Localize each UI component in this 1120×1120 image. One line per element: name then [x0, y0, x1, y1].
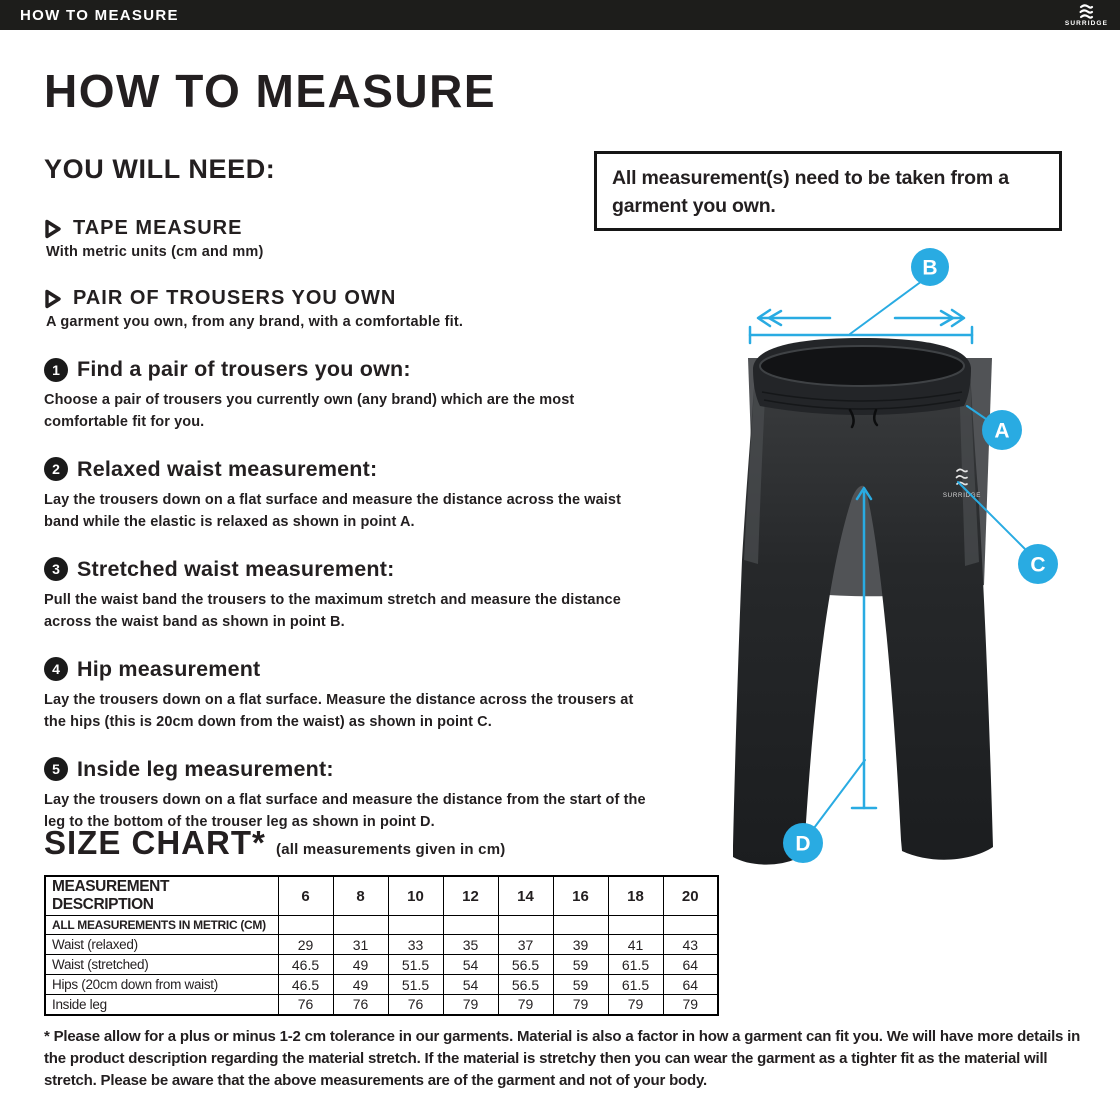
table-row-hips: [45, 975, 718, 995]
size-chart-section: [44, 824, 734, 1016]
measure-steps: [44, 357, 692, 834]
step-number-badge: 4: [44, 657, 68, 681]
table-cell: 61.5: [608, 955, 663, 975]
header-cell-size: 8: [333, 876, 388, 916]
row-label: Waist (relaxed): [45, 935, 278, 955]
table-cell: 37: [498, 935, 553, 955]
table-cell: 43: [663, 935, 718, 955]
need-item-subtitle: A garment you own, from any brand, with a comfortable fit.: [46, 314, 464, 330]
table-cell: [553, 916, 608, 935]
table-cell: 54: [443, 975, 498, 995]
trousers-diagram-image: [700, 240, 1120, 900]
need-item-title: PAIR OF TROUSERS YOU OWN: [73, 287, 397, 309]
triangle-bullet-icon: [44, 289, 62, 309]
need-item-trousers: [44, 287, 692, 330]
step-title: Relaxed waist measurement:: [77, 456, 378, 481]
header-cell-size: 6: [278, 876, 333, 916]
step-body: Lay the trousers down on a flat surface. Measure the distance across the trousers at the hips (this is 20cm down from the waist) as shown in point C.: [44, 691, 634, 731]
header-cell-size: 18: [608, 876, 663, 916]
measurement-note-box: [594, 151, 1062, 231]
step-2: [44, 457, 692, 534]
step-4: [44, 657, 692, 734]
table-cell: [443, 916, 498, 935]
table-cell: 51.5: [388, 955, 443, 975]
header-cell-size: 10: [388, 876, 443, 916]
stretch-arrow-left: [758, 310, 830, 326]
step-body: Lay the trousers down on a flat surface and measure the distance across the waist band while the elastic is relaxed as shown in point A.: [44, 491, 621, 531]
table-cell: [278, 916, 333, 935]
svg-text:B: B: [922, 256, 938, 280]
table-metric-row: [45, 916, 718, 935]
table-cell: [388, 916, 443, 935]
need-item-title: TAPE MEASURE: [73, 217, 243, 239]
size-chart-table: [44, 875, 719, 1016]
table-cell: 61.5: [608, 975, 663, 995]
size-chart-subtitle: (all measurements given in cm): [276, 841, 506, 858]
size-chart-heading: [44, 824, 734, 862]
table-cell: 35: [443, 935, 498, 955]
surridge-logo-icon: [1078, 4, 1095, 20]
step-number-badge: 2: [44, 457, 68, 481]
table-row-waist-relaxed: [45, 935, 718, 955]
need-item-subtitle: With metric units (cm and mm): [46, 244, 264, 260]
table-cell: [498, 916, 553, 935]
topbar-brand-text: SURRIDGE: [1064, 20, 1108, 28]
table-cell: 41: [608, 935, 663, 955]
step-number-badge: 1: [44, 358, 68, 382]
table-cell: 64: [663, 975, 718, 995]
table-cell: 59: [553, 955, 608, 975]
trousers-diagram: [700, 240, 1120, 900]
header-cell-size: 14: [498, 876, 553, 916]
metric-row-label: ALL MEASUREMENTS IN METRIC (CM): [45, 916, 278, 935]
table-cell: 46.5: [278, 955, 333, 975]
step-title: Find a pair of trousers you own:: [77, 357, 411, 381]
point-d-badge: [783, 823, 823, 863]
step-body: Lay the trousers down on a flat surface and measure the distance from the start of the leg to the bottom of the trouser leg as shown in point D.: [44, 791, 646, 831]
table-cell: 46.5: [278, 975, 333, 995]
table-cell: [333, 916, 388, 935]
point-c-badge: [1018, 544, 1058, 584]
table-cell: 76: [388, 995, 443, 1015]
stretch-arrow-right: [895, 310, 964, 326]
step-5: [44, 757, 692, 834]
table-cell: 39: [553, 935, 608, 955]
svg-text:SURRIDGE: SURRIDGE: [942, 492, 982, 499]
table-cell: 79: [663, 995, 718, 1015]
table-cell: 76: [278, 995, 333, 1015]
you-will-need-heading: YOU WILL NEED:: [44, 154, 276, 184]
size-chart-title: SIZE CHART*: [44, 824, 266, 861]
table-cell: [608, 916, 663, 935]
table-cell: 49: [333, 975, 388, 995]
table-cell: 51.5: [388, 975, 443, 995]
table-cell: 79: [443, 995, 498, 1015]
table-cell: 79: [498, 995, 553, 1015]
point-b-badge: [911, 248, 949, 286]
point-a-badge: [982, 410, 1022, 450]
row-label: Hips (20cm down from waist): [45, 975, 278, 995]
table-cell: 31: [333, 935, 388, 955]
pointer-line-d: [814, 760, 865, 828]
table-header-row: [45, 876, 718, 916]
table-cell: 29: [278, 935, 333, 955]
step-title: Stretched waist measurement:: [77, 556, 395, 581]
step-body: Pull the waist band the trousers to the maximum stretch and measure the distance across the waist band as shown in point B.: [44, 591, 621, 631]
header-cell-size: 12: [443, 876, 498, 916]
table-cell: 54: [443, 955, 498, 975]
table-cell: 56.5: [498, 975, 553, 995]
svg-text:A: A: [994, 419, 1010, 443]
table-row-waist-stretched: [45, 955, 718, 975]
step-title: Hip measurement: [77, 656, 261, 681]
surridge-logo: [1065, 4, 1108, 28]
svg-text:D: D: [795, 832, 811, 856]
table-cell: 59: [553, 975, 608, 995]
table-cell: 64: [663, 955, 718, 975]
table-cell: [663, 916, 718, 935]
step-body: Choose a pair of trousers you currently own (any brand) which are the most comfortable fit for you.: [44, 392, 575, 431]
topbar: [0, 0, 1120, 30]
page-title: HOW TO MEASURE: [44, 65, 497, 117]
tolerance-footnote: * Please allow for a plus or minus 1-2 cm tolerance in our garments. Material is also a factor in how a garment can fit you. We will have more details in the product description regarding the material stretch. If the material is stretchy then you can wear the garment as a tighter fit as the material will stretch. Please be aware that the above measurements are of the garment and not of your body.: [44, 1028, 1081, 1089]
triangle-bullet-icon: [44, 219, 62, 239]
step-number-badge: 5: [44, 757, 68, 781]
header-cell-size: 20: [663, 876, 718, 916]
step-title: Inside leg measurement:: [77, 756, 334, 781]
table-cell: 76: [333, 995, 388, 1015]
table-cell: 79: [553, 995, 608, 1015]
table-cell: 49: [333, 955, 388, 975]
svg-text:C: C: [1030, 553, 1046, 577]
step-3: [44, 557, 692, 634]
table-cell: 33: [388, 935, 443, 955]
step-1: [44, 357, 692, 434]
row-label: Inside leg: [45, 995, 278, 1015]
topbar-title: HOW TO MEASURE: [20, 6, 179, 24]
table-cell: 56.5: [498, 955, 553, 975]
header-cell-description: MEASUREMENT DESCRIPTION: [45, 876, 278, 916]
measurement-note-text: All measurement(s) need to be taken from a garment you own.: [612, 167, 1009, 218]
step-number-badge: 3: [44, 557, 68, 581]
table-cell: 79: [608, 995, 663, 1015]
header-cell-size: 16: [553, 876, 608, 916]
table-row-inside-leg: [45, 995, 718, 1015]
row-label: Waist (stretched): [45, 955, 278, 975]
pointer-line-b: [850, 281, 922, 334]
